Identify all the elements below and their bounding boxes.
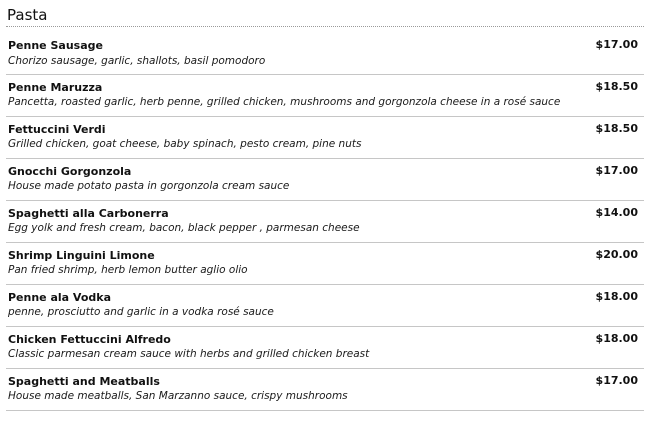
menu-item-description: Chorizo sausage, garlic, shallots, basil pomodoro xyxy=(8,55,266,67)
section-title: Pasta xyxy=(7,6,48,24)
menu-item xyxy=(6,243,644,285)
menu-item-price: $17.00 xyxy=(595,164,638,177)
menu-item-name: Penne Maruzza xyxy=(8,81,103,94)
menu-item-name: Spaghetti alla Carbonerra xyxy=(8,207,169,220)
menu-item xyxy=(6,327,644,369)
menu-item-price: $14.00 xyxy=(595,206,638,219)
menu-item-price: $17.00 xyxy=(595,38,638,51)
menu-item-description: Egg yolk and fresh cream, bacon, black pepper , parmesan cheese xyxy=(8,222,360,234)
menu-item-price: $18.00 xyxy=(595,332,638,345)
menu-item-description: penne, prosciutto and garlic in a vodka rosé sauce xyxy=(8,306,274,318)
menu-item xyxy=(6,75,644,117)
menu-item-name: Fettuccini Verdi xyxy=(8,123,106,136)
menu-item-name: Chicken Fettuccini Alfredo xyxy=(8,333,171,346)
menu-item xyxy=(6,117,644,159)
menu-item xyxy=(6,27,644,75)
menu-item-price: $18.00 xyxy=(595,290,638,303)
menu-item-description: Classic parmesan cream sauce with herbs and grilled chicken breast xyxy=(8,348,370,360)
menu-item-description: House made potato pasta in gorgonzola cream sauce xyxy=(8,180,290,192)
menu-item-description: Grilled chicken, goat cheese, baby spinach, pesto cream, pine nuts xyxy=(8,138,362,150)
menu-item xyxy=(6,285,644,327)
menu-item-description: Pan fried shrimp, herb lemon butter aglio olio xyxy=(8,264,248,276)
menu-item xyxy=(6,159,644,201)
menu-item-price: $20.00 xyxy=(595,248,638,261)
menu-item-price: $18.50 xyxy=(595,122,638,135)
menu-item-list xyxy=(6,27,644,411)
menu-section xyxy=(6,0,644,411)
menu-item-price: $18.50 xyxy=(595,80,638,93)
menu-item-name: Penne Sausage xyxy=(8,39,103,52)
menu-item-name: Penne ala Vodka xyxy=(8,291,112,304)
menu-item-name: Gnocchi Gorgonzola xyxy=(8,165,132,178)
menu-item-description: House made meatballs, San Marzanno sauce, crispy mushrooms xyxy=(8,390,348,402)
menu-item-description: Pancetta, roasted garlic, herb penne, grilled chicken, mushrooms and gorgonzola cheese in a rosé sauce xyxy=(8,96,561,108)
menu-item-price: $17.00 xyxy=(595,374,638,387)
menu-item xyxy=(6,201,644,243)
menu-item-name: Spaghetti and Meatballs xyxy=(8,375,160,388)
menu-item xyxy=(6,369,644,411)
menu-item-name: Shrimp Linguini Limone xyxy=(8,249,155,262)
